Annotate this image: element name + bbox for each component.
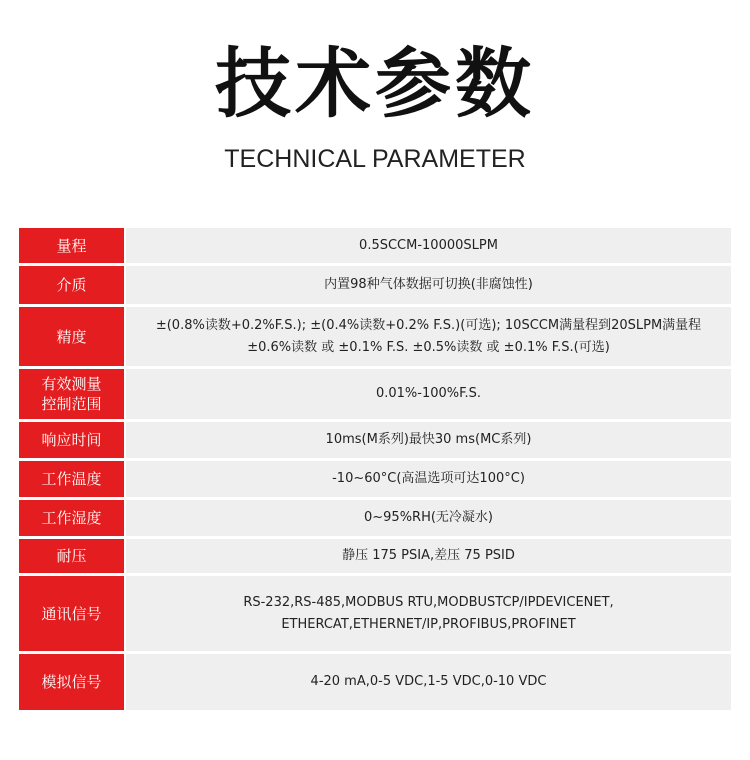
param-label	[19, 461, 124, 497]
param-label-line: 精度	[56, 327, 87, 346]
param-value	[126, 369, 731, 419]
parameter-table	[19, 228, 731, 713]
param-row-accuracy	[19, 307, 731, 366]
param-value-line: 内置98种气体数据可切换(非腐蚀性)	[324, 277, 533, 292]
param-value-line: ±0.6%读数 或 ±0.1% F.S. ±0.5%读数 或 ±0.1% F.S.(可选)	[247, 339, 610, 355]
param-label-line: 响应时间	[41, 431, 102, 449]
param-value-line: 0.01%-100%F.S.	[375, 386, 482, 401]
param-value-line: 0~95%RH(无冷凝水)	[363, 510, 493, 525]
param-label-line: 工作温度	[41, 470, 102, 488]
param-row-medium	[19, 266, 731, 304]
param-row-pressure	[19, 539, 731, 573]
param-value	[126, 266, 731, 304]
page-title: 技术参数	[215, 39, 535, 128]
param-label	[19, 576, 124, 651]
param-value	[126, 576, 731, 651]
param-label-line: 有效测量	[41, 375, 102, 393]
param-value-line: RS-232,RS-485,MODBUS RTU,MODBUSTCP/IPDEVICENET,	[243, 594, 614, 610]
param-value-line: 0.5SCCM-10000SLPM	[359, 237, 498, 253]
param-value-line: -10~60°C(高温选项可达100°C)	[332, 471, 525, 486]
param-value-line: 4-20 mA,0-5 VDC,1-5 VDC,0-10 VDC	[310, 674, 547, 689]
param-value-line: ±(0.8%读数+0.2%F.S.); ±(0.4%读数+0.2% F.S.)(可选); 10SCCM满量程到20SLPM满量程	[155, 317, 702, 333]
param-label	[19, 500, 124, 536]
param-value	[126, 461, 731, 497]
param-label	[19, 228, 124, 263]
param-value-line: 静压 175 PSIA,差压 75 PSID	[342, 548, 515, 563]
param-row-range	[19, 228, 731, 263]
param-label	[19, 266, 124, 304]
param-value	[126, 307, 731, 366]
param-row-control-range	[19, 369, 731, 419]
param-label-line: 通讯信号	[41, 604, 102, 623]
param-label	[19, 369, 124, 419]
param-label-line: 耐压	[56, 547, 87, 565]
param-value	[126, 422, 731, 458]
param-label	[19, 422, 124, 458]
param-value	[126, 654, 731, 710]
param-label-line: 量程	[56, 236, 87, 255]
param-value	[126, 539, 731, 573]
param-label	[19, 307, 124, 366]
param-label-line: 介质	[56, 276, 87, 294]
param-value-line: ETHERCAT,ETHERNET/IP,PROFIBUS,PROFINET	[281, 616, 576, 632]
param-row-work-temperature	[19, 461, 731, 497]
page-subtitle: TECHNICAL PARAMETER	[224, 145, 526, 173]
param-row-analog-signal	[19, 654, 731, 710]
param-label-line: 工作湿度	[41, 509, 102, 527]
param-value	[126, 228, 731, 263]
param-label-line: 控制范围	[41, 395, 102, 413]
param-row-communication	[19, 576, 731, 651]
param-label-line: 模拟信号	[41, 673, 102, 691]
param-row-work-humidity	[19, 500, 731, 536]
param-row-response-time	[19, 422, 731, 458]
param-label	[19, 539, 124, 573]
param-value	[126, 500, 731, 536]
param-label	[19, 654, 124, 710]
param-value-line: 10ms(M系列)最快30 ms(MC系列)	[325, 432, 532, 447]
